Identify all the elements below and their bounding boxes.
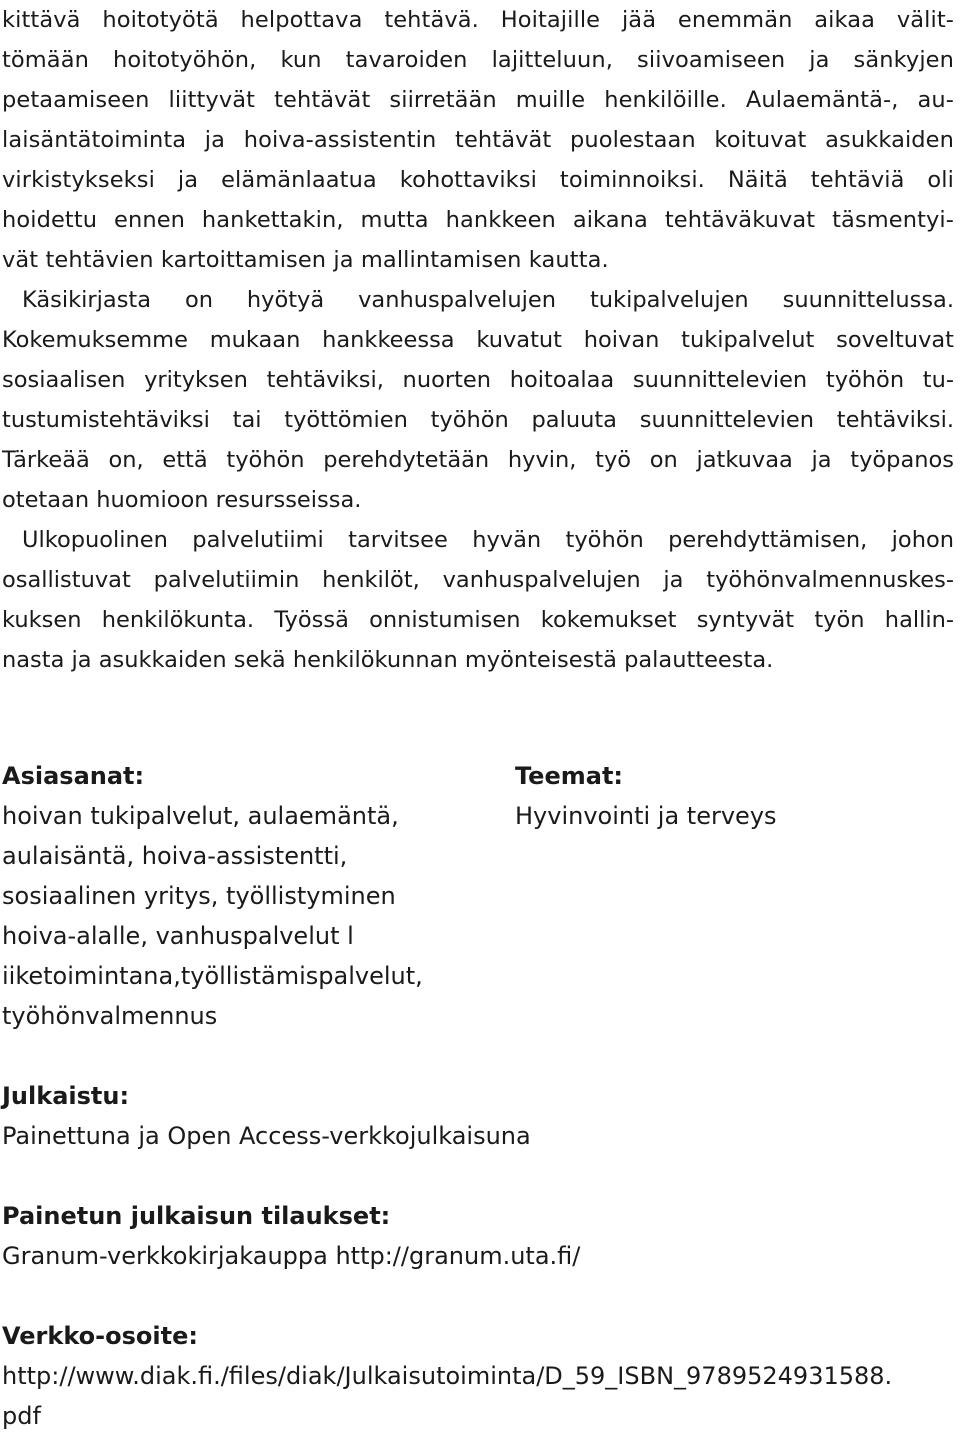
published-value: Painettuna ja Open Access-verkkojulkaisuna: [2, 1122, 531, 1150]
paragraph-line: osallistuvat palvelutiimin henkilöt, vanhuspalvelujen ja työhönvalmennuskes-: [2, 567, 954, 593]
paragraph-2: [2, 280, 954, 520]
web-address-section: [2, 1316, 892, 1436]
themes-section: [515, 756, 777, 836]
orders-value: Granum-verkkokirjakauppa http://granum.uta.fi/: [2, 1242, 581, 1270]
web-address-line[interactable]: pdf: [2, 1402, 41, 1430]
paragraph-line: kuksen henkilökunta. Työssä onnistumisen kokemukset syntyvät työn hallin-: [2, 607, 954, 633]
orders-section: [2, 1196, 580, 1276]
paragraph-line: sosiaalisen yrityksen tehtäviksi, nuorten hoitoalaa suunnittelevien työhön tu-: [2, 367, 954, 393]
paragraph-line: petaamiseen liittyvät tehtävät siirretään muille henkilöille. Aulaemäntä-, au-: [2, 87, 954, 113]
paragraph-line: nasta ja asukkaiden sekä henkilökunnan myönteisestä palautteesta.: [2, 647, 774, 673]
keywords-line: sosiaalinen yritys, työllistyminen: [2, 882, 396, 910]
paragraph-1: [2, 0, 954, 280]
keywords-label: Asiasanat:: [2, 762, 145, 790]
orders-label: Painetun julkaisun tilaukset:: [2, 1202, 391, 1230]
paragraph-line: hoidettu ennen hankettakin, mutta hankkeen aikana tehtäväkuvat täsmentyi-: [2, 207, 954, 233]
web-address-label: Verkko-osoite:: [2, 1322, 198, 1350]
keywords-line: hoiva-alalle, vanhuspalvelut l: [2, 922, 354, 950]
keywords-line: hoivan tukipalvelut, aulaemäntä,: [2, 802, 399, 830]
paragraph-line: Käsikirjasta on hyötyä vanhuspalvelujen tukipalvelujen suunnittelussa.: [22, 287, 954, 313]
paragraph-line: tömään hoitotyöhön, kun tavaroiden lajitteluun, siivoamiseen ja sänkyjen: [2, 47, 954, 73]
paragraph-line: virkistykseksi ja elämänlaatua kohottaviksi toiminnoiksi. Näitä tehtäviä oli: [2, 167, 954, 193]
keywords-line: aulaisäntä, hoiva-assistentti,: [2, 842, 348, 870]
paragraph-3: [2, 520, 954, 680]
published-section: [2, 1076, 531, 1156]
paragraph-line: vät tehtävien kartoittamisen ja mallintamisen kautta.: [2, 247, 609, 273]
paragraph-line: laisäntätoiminta ja hoiva-assistentin tehtävät puolestaan koituvat asukkaiden: [2, 127, 954, 153]
themes-label: Teemat:: [515, 762, 624, 790]
web-address-line[interactable]: http://www.diak.fi./files/diak/Julkaisutoiminta/D_59_ISBN_9789524931588.: [2, 1362, 893, 1390]
paragraph-line: Ulkopuolinen palvelutiimi tarvitsee hyvän työhön perehdyttämisen, johon: [22, 527, 954, 553]
keywords-line: iiketoimintana,työllistämispalvelut,: [2, 962, 423, 990]
published-label: Julkaistu:: [2, 1082, 130, 1110]
keywords-section: [2, 756, 423, 1036]
paragraph-line: tustumistehtäviksi tai työttömien työhön paluuta suunnittelevien tehtäviksi.: [2, 407, 954, 433]
paragraph-line: otetaan huomioon resursseissa.: [2, 487, 362, 513]
body-text: [2, 0, 954, 680]
paragraph-line: Tärkeää on, että työhön perehdytetään hyvin, työ on jatkuvaa ja työpanos: [2, 447, 954, 473]
paragraph-line: Kokemuksemme mukaan hankkeessa kuvatut hoivan tukipalvelut soveltuvat: [2, 327, 954, 353]
keywords-line: työhönvalmennus: [2, 1002, 218, 1030]
paragraph-line: kittävä hoitotyötä helpottava tehtävä. Hoitajille jää enemmän aikaa välit-: [2, 7, 954, 33]
themes-value: Hyvinvointi ja terveys: [515, 802, 777, 830]
